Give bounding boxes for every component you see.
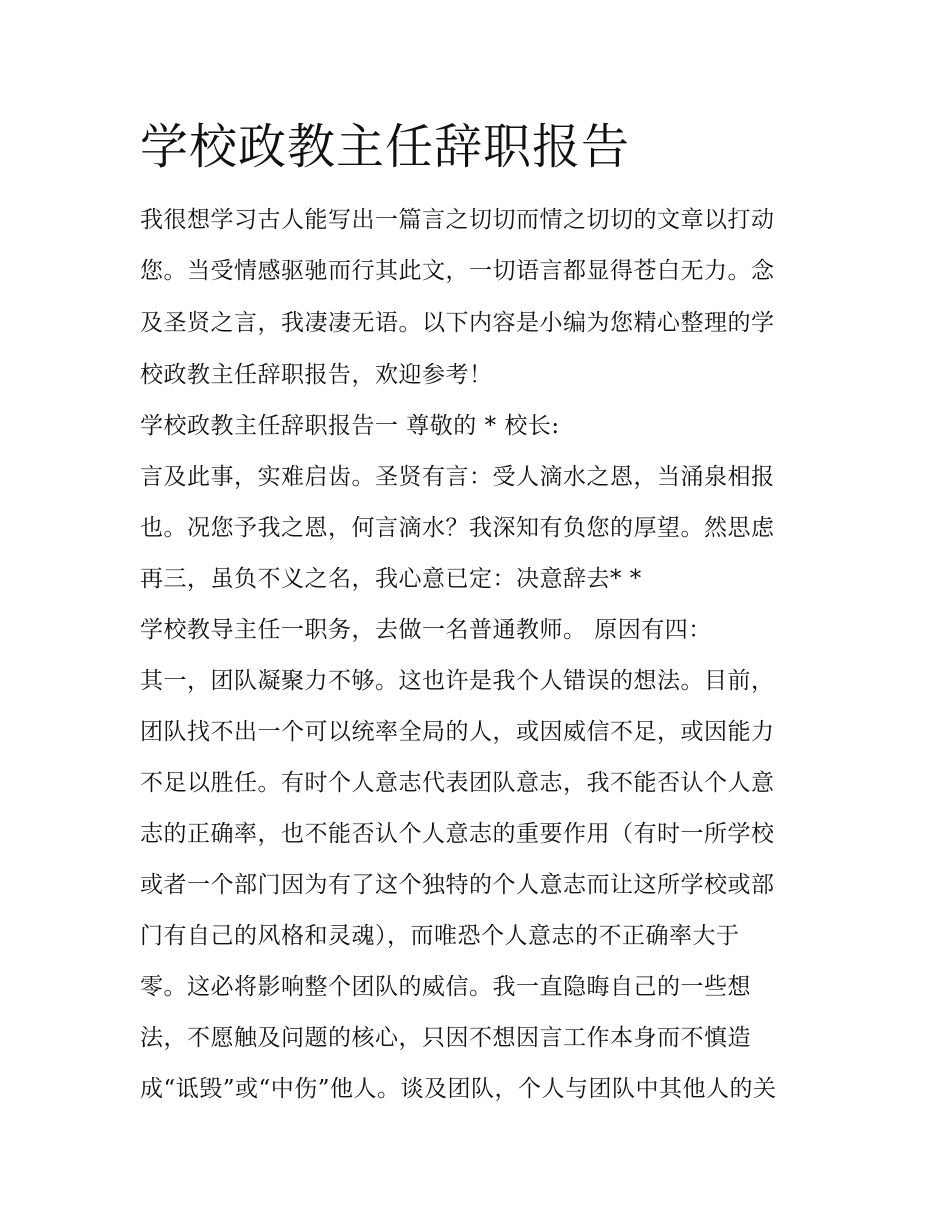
body-line: 不足以胜任。有时个人意志代表团队意志，我不能否认个人意 <box>140 770 775 796</box>
body-line: 成“诋毁”或“中伤”他人。谈及团队，个人与团队中其他人的关 <box>140 1076 777 1102</box>
body-line: 言及此事，实难启齿。圣贤有言：受人滴水之恩，当涌泉相报 <box>140 464 775 490</box>
body-line: 校政教主任辞职报告，欢迎参考！ <box>140 362 493 388</box>
body-line: 门有自己的风格和灵魂），而唯恐个人意志的不正确率大于 <box>140 923 740 949</box>
body-line: 或者一个部门因为有了这个独特的个人意志而让这所学校或部 <box>140 872 775 898</box>
body-line: 法，不愿触及问题的核心，只因不想因言工作本身而不慎造 <box>140 1025 751 1051</box>
body-line: 团队找不出一个可以统率全局的人，或因威信不足，或因能力 <box>140 719 775 745</box>
body-line: 及圣贤之言，我凄凄无语。以下内容是小编为您精心整理的学 <box>140 310 775 336</box>
body-line: 零。这必将影响整个团队的威信。我一直隐晦自己的一些想 <box>140 974 751 1000</box>
document-title: 学校政教主任辞职报告 <box>140 119 631 175</box>
body-line: 学校教导主任一职务，去做一名普通教师。 原因有四： <box>140 617 712 643</box>
body-line: 其一，团队凝聚力不够。这也许是我个人错误的想法。目前， <box>140 668 775 694</box>
body-line: 志的正确率，也不能否认个人意志的重要作用（有时一所学校 <box>140 821 775 847</box>
body-line: 我很想学习古人能写出一篇言之切切而情之切切的文章以打动 <box>140 207 775 233</box>
body-line: 您。当受情感驱驰而行其此文，一切语言都显得苍白无力。念 <box>140 258 775 284</box>
body-line: 再三，虽负不义之名，我心意已定：决意辞去* * <box>140 566 642 592</box>
body-line: 也。况您予我之恩，何言滴水？我深知有负您的厚望。然思虑 <box>140 515 775 541</box>
body-line: 学校政教主任辞职报告一 尊敬的 * 校长: <box>140 413 560 439</box>
